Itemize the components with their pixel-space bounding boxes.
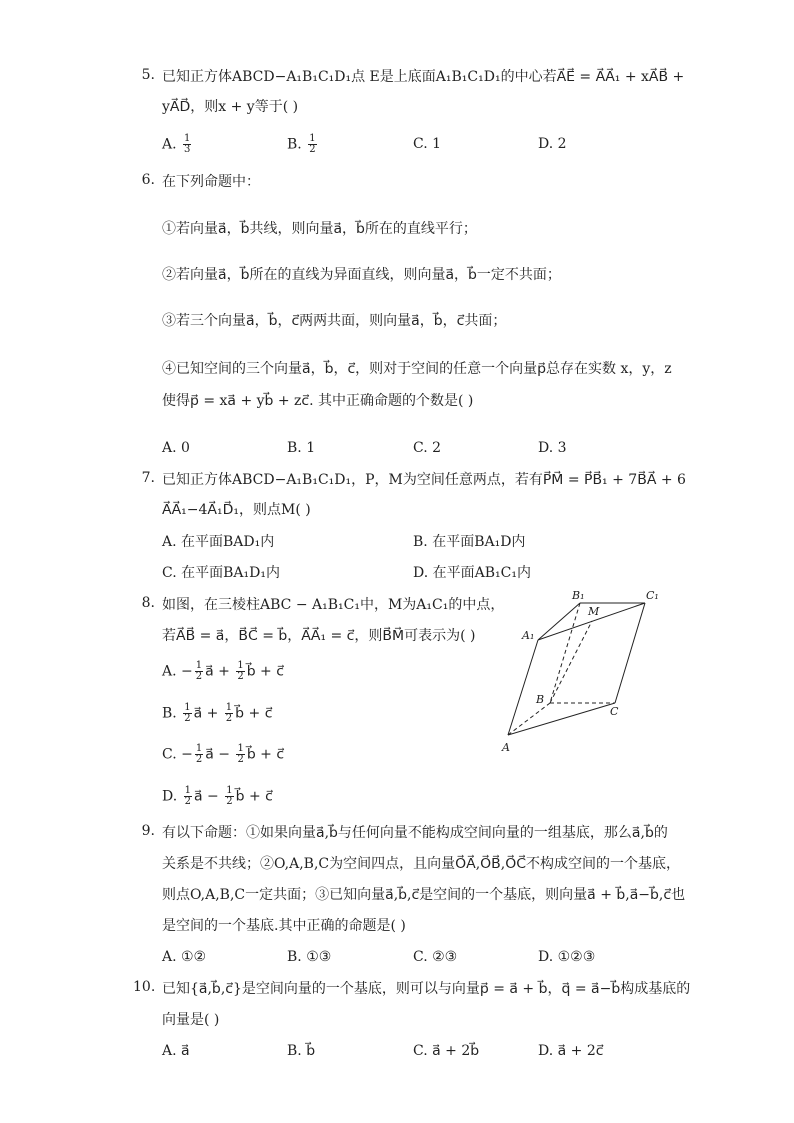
label-c: C [610,705,619,718]
question-text-line: 向量是( ) [162,1012,220,1028]
edge-ac [508,703,615,735]
option-b[interactable]: B. 1 [287,440,316,456]
option-d[interactable]: D. 2 [538,136,567,152]
edge-a1a [508,640,538,735]
question-number: 6. [141,172,155,188]
question-text-line: 若A⃗B⃗ = a⃗，B⃗C⃗ = b⃗，A⃗A⃗₁ = c⃗，则B⃗M⃗可表示为( ) [162,628,476,644]
fraction: $\frac{1}{2}$ [184,785,192,807]
question-text-line: 已知正方体ABCD−A₁B₁C₁D₁点 E是上底面A₁B₁C₁D₁的中心若A⃗E⃗ = A⃗A⃗₁ + xA⃗B⃗ + [162,69,685,85]
question-text-line: 是空间的一个基底.其中正确的命题是( ) [162,918,406,934]
option-b[interactable]: B. ①③ [287,949,332,965]
option-c[interactable]: C. − $\frac{1}{2}$ a⃗ − $\frac{1}{2}$ b⃗ + c⃗ [162,743,285,765]
option-c[interactable]: C. 1 [413,136,442,152]
question-text-line: A⃗A⃗₁−4A⃗₁D⃗₁，则点M( ) [162,502,311,518]
edge-ab [508,703,550,735]
option-a[interactable]: A. 在平面BAD₁内 [162,534,275,550]
fraction: $\frac{1}{2}$ [195,660,203,682]
option-a[interactable]: A. $\frac{1}{3}$ [162,133,191,155]
question-text-line: 如图，在三棱柱ABC − A₁B₁C₁中，M为A₁C₁的中点， [162,597,505,613]
prism-figure [500,585,665,755]
label-c1: C₁ [646,589,659,602]
question-number: 10. [133,979,156,995]
question-number: 8. [141,595,155,611]
question-text-line: 关系是不共线；②O,A,B,C为空间四点，且向量O⃗A⃗,O⃗B⃗,O⃗C⃗不构成空间的一个基底， [162,856,681,872]
statement-2: ②若向量a⃗，b⃗所在的直线为异面直线，则向量a⃗，b⃗一定不共面； [162,267,561,283]
edge-c1c [615,603,645,703]
option-a[interactable]: A. 0 [162,440,190,456]
fraction: $\frac{1}{2}$ [225,702,233,724]
question-text-line: 已知正方体ABCD−A₁B₁C₁D₁，P，M为空间任意两点，若有P⃗M⃗ = P⃗B⃗₁ + 7B⃗A⃗ + 6 [162,472,686,488]
fraction: $\frac{1}{2}$ [237,743,244,765]
option-d[interactable]: D. 3 [538,440,567,456]
label-m: M [588,605,600,618]
option-b[interactable]: B. 在平面BA₁D内 [413,534,526,550]
option-b[interactable]: B. b⃗ [287,1043,316,1059]
fraction: $\frac{1}{2}$ [195,743,203,765]
label-a1: A₁ [522,629,535,642]
option-c[interactable]: C. 2 [413,440,442,456]
fraction: $\frac{1}{2}$ [184,702,191,724]
label-b: B [536,693,545,706]
question-text-line: 有以下命题：①如果向量a⃗,b⃗与任何向量不能构成空间向量的一组基底，那么a⃗,b⃗的 [162,825,668,841]
option-a[interactable]: A. ①② [162,949,207,965]
label-a: A [502,741,510,754]
fraction: $\frac{1}{3}$ [184,133,191,155]
statement-3: ③若三个向量a⃗，b⃗，c⃗两两共面，则向量a⃗，b⃗，c⃗共面； [162,313,507,329]
edge-a1b1 [538,603,580,640]
option-d[interactable]: D. $\frac{1}{2}$ a⃗ − $\frac{1}{2}$ b⃗ + c⃗ [162,785,273,807]
question-number: 7. [141,470,155,486]
label-b1: B₁ [572,589,585,602]
option-c[interactable]: C. 在平面BA₁D₁内 [162,565,280,581]
question-text-line: 已知{a⃗,b⃗,c⃗}是空间向量的一个基底，则可以与向量p⃗ = a⃗ + b⃗，q⃗ = a⃗−b⃗构成基底的 [162,981,691,997]
option-b[interactable]: B. $\frac{1}{2}$ a⃗ + $\frac{1}{2}$ b⃗ + c⃗ [162,702,273,724]
question-text-line: 则点O,A,B,C一定共面；③已知向量a⃗,b⃗,c⃗是空间的一个基底，则向量a⃗ + b⃗,a⃗−b⃗,c⃗也 [162,887,686,903]
statement-1: ①若向量a⃗，b⃗共线，则向量a⃗，b⃗所在的直线平行； [162,221,477,237]
option-d[interactable]: D. a⃗ + 2c⃗ [538,1043,604,1059]
statement-4: ④已知空间的三个向量a⃗，b⃗，c⃗，则对于空间的任意一个向量p⃗总存在实数 x，y，z [162,361,672,377]
question-number: 5. [141,67,155,83]
fraction: $\frac{1}{2}$ [237,660,244,682]
question-text-line: 使得p⃗ = xa⃗ + yb⃗ + zc⃗. 其中正确命题的个数是( ) [162,393,474,409]
option-c[interactable]: C. ②③ [413,949,458,965]
option-a[interactable]: A. − $\frac{1}{2}$ a⃗ + $\frac{1}{2}$ b⃗ + c⃗ [162,660,284,682]
option-c[interactable]: C. a⃗ + 2b⃗ [413,1043,480,1059]
option-d[interactable]: D. ①②③ [538,949,596,965]
option-d[interactable]: D. 在平面AB₁C₁内 [413,565,531,581]
option-a[interactable]: A. a⃗ [162,1043,190,1059]
option-b[interactable]: B. $\frac{1}{2}$ [287,133,316,155]
question-text-line: yA⃗D⃗，则x + y等于( ) [162,99,299,115]
question-number: 9. [141,823,155,839]
fraction: $\frac{1}{2}$ [226,785,233,807]
fraction: $\frac{1}{2}$ [309,133,316,155]
question-text-line: 在下列命题中： [162,174,260,190]
